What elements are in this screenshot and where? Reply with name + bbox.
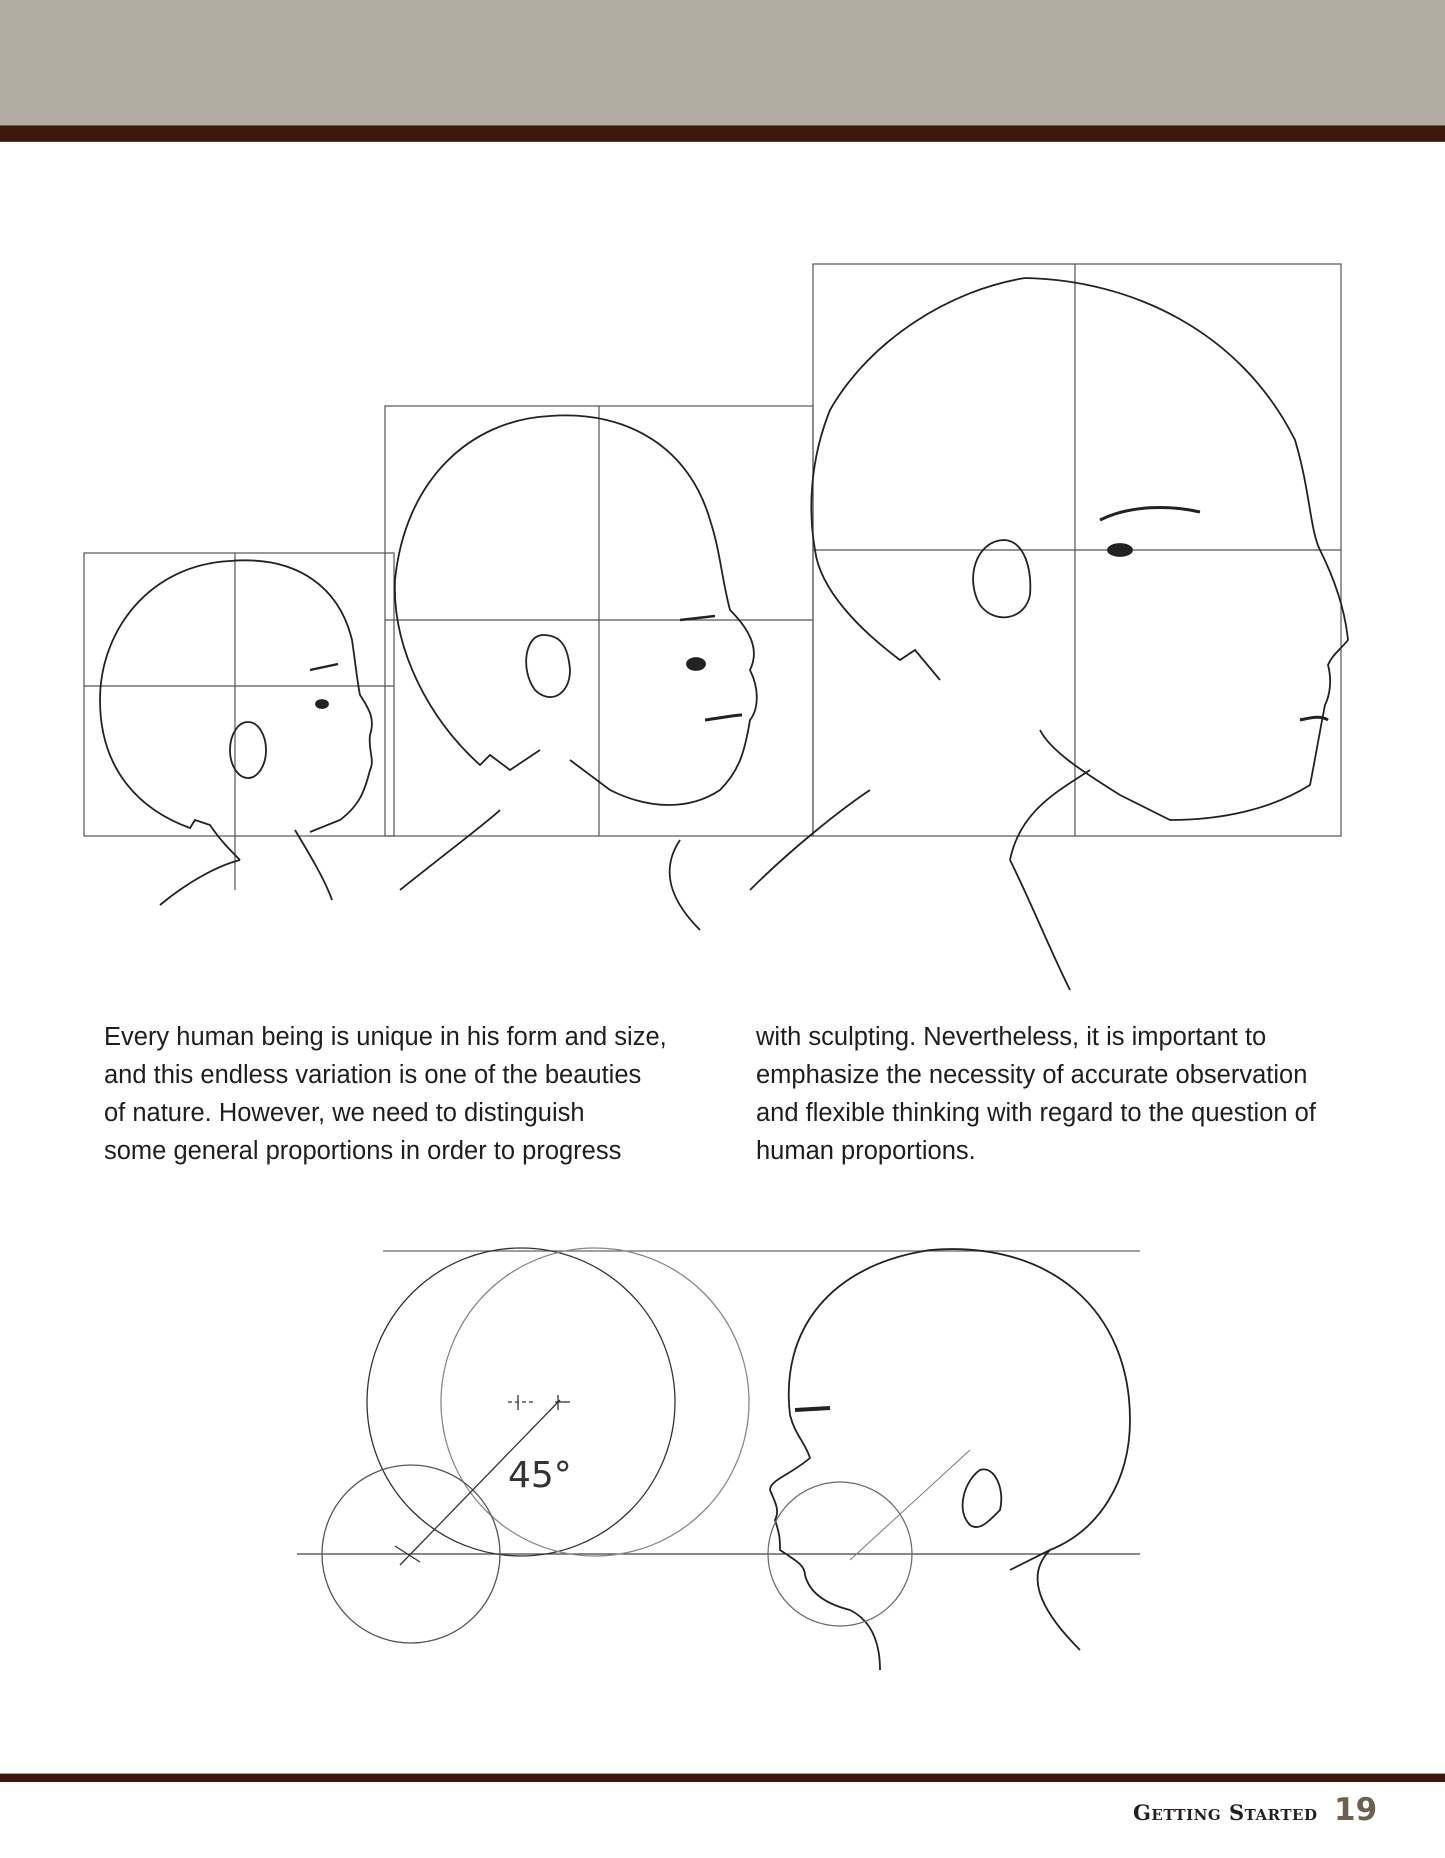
body-line: and flexible thinking with regard to the question of (756, 1099, 1316, 1127)
header-band (0, 0, 1445, 125)
proportion-grid-adult (813, 264, 1341, 836)
page-number: 19 (1334, 1792, 1378, 1828)
body-line: with sculpting. Nevertheless, it is important to (756, 1023, 1267, 1051)
proportion-grid-child (385, 406, 813, 836)
body-line: human proportions. (756, 1137, 976, 1165)
infant-construction-profile (768, 1249, 1130, 1670)
body-text-left-column (104, 1018, 667, 1170)
infant-profile (100, 560, 372, 905)
head-proportions-figure (70, 250, 1390, 1010)
body-line: and this endless variation is one of the beauties (104, 1061, 642, 1089)
infant-head-construction-figure (290, 1220, 1170, 1680)
adult-profile (750, 278, 1348, 990)
body-line: emphasize the necessity of accurate observation (756, 1061, 1308, 1089)
body-text-right-column (756, 1018, 1316, 1170)
body-line: of nature. However, we need to distinguish (104, 1099, 585, 1127)
running-footer-section-title: Getting Started (1133, 1800, 1318, 1825)
header-rule (0, 125, 1445, 142)
body-line: Every human being is unique in his form and size, (104, 1023, 667, 1051)
footer-rule (0, 1773, 1445, 1782)
child-profile (395, 415, 757, 930)
body-line: some general proportions in order to progress (104, 1137, 622, 1165)
proportion-grid-infant (84, 553, 394, 890)
angle-label: 45° (508, 1455, 572, 1496)
construction-circles (322, 1248, 749, 1643)
